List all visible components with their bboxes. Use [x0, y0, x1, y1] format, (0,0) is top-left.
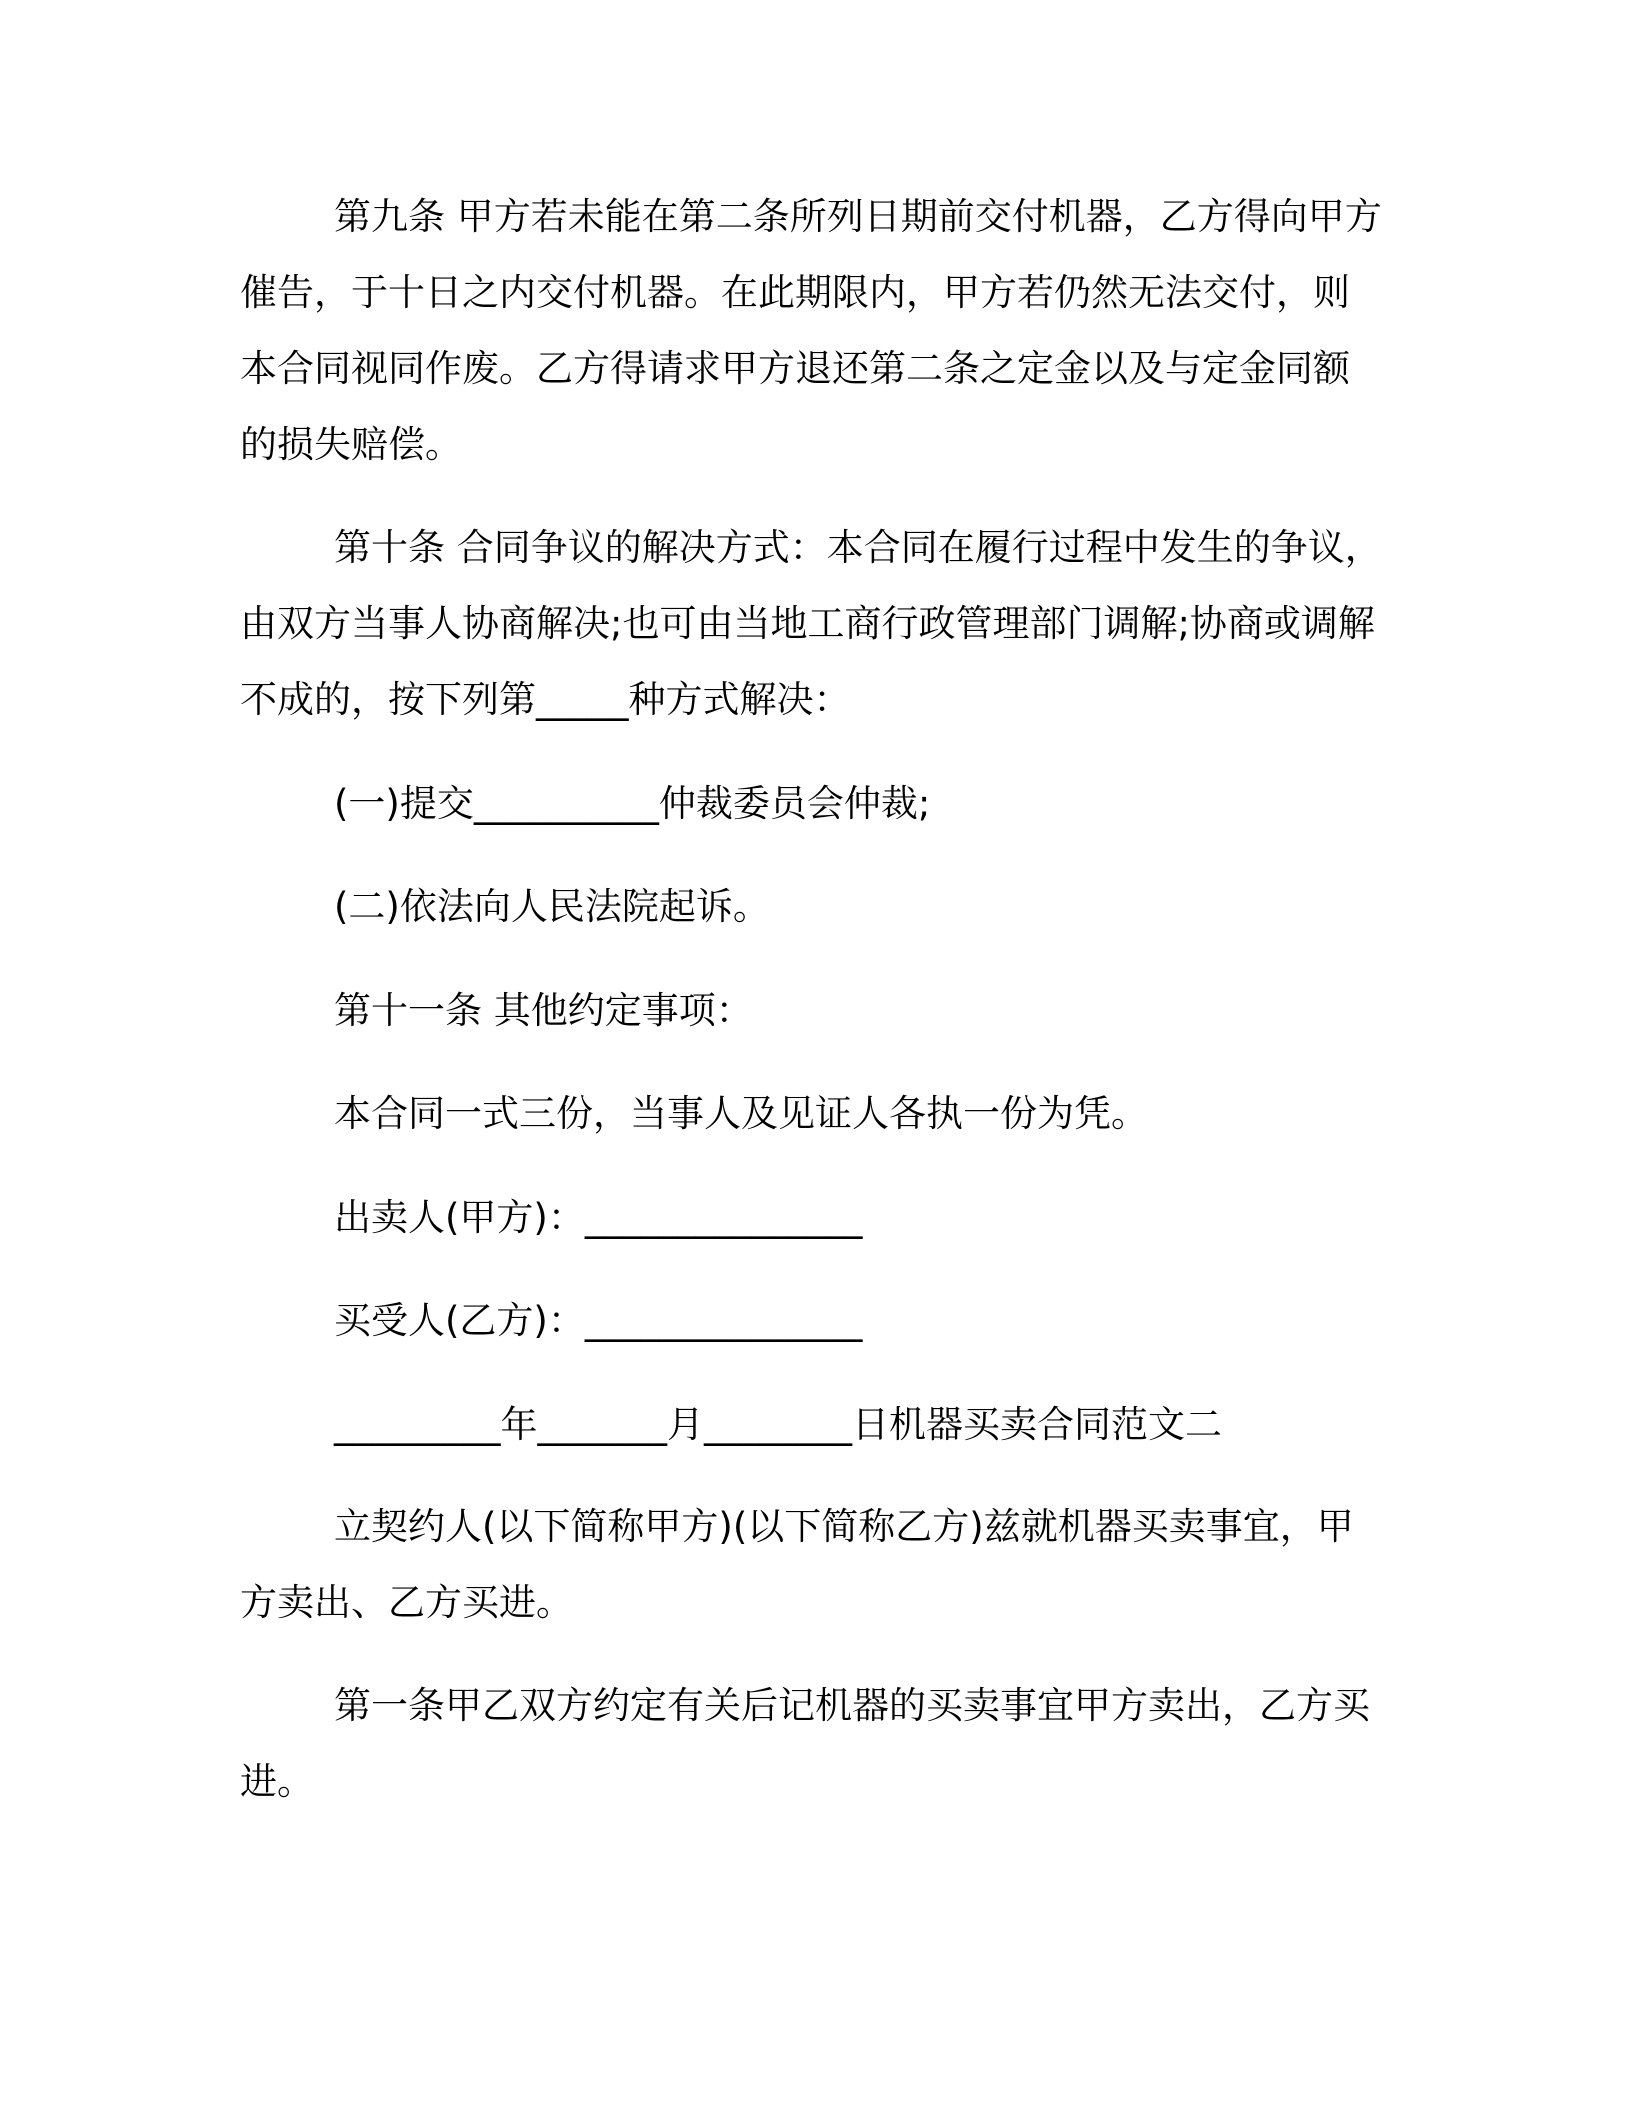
article-10-line-3: 不成的，按下列第_____种方式解决： [240, 678, 851, 721]
article-1-line-1: 第一条甲乙双方约定有关后记机器的买卖事宜甲方卖出，乙方买 [334, 1684, 1370, 1727]
buyer-signature-line: 买受人(乙方)：_______________ [334, 1299, 863, 1342]
arbitration-option: (一)提交__________仲裁委员会仲裁; [334, 782, 931, 825]
parties-clause-line-1: 立契约人(以下简称甲方)(以下简称乙方)兹就机器买卖事宜，甲 [334, 1505, 1354, 1548]
article-10-line-2: 由双方当事人协商解决;也可由当地工商行政管理部门调解;协商或调解 [240, 602, 1375, 645]
article-9-line-4: 的损失赔偿。 [240, 423, 462, 466]
article-9-line-3: 本合同视同作废。乙方得请求甲方退还第二条之定金以及与定金同额 [240, 347, 1350, 390]
article-11-heading: 第十一条 其他约定事项： [334, 989, 753, 1032]
article-10-line-1: 第十条 合同争议的解决方式：本合同在履行过程中发生的争议， [334, 526, 1382, 569]
court-option: (二)依法向人民法院起诉。 [334, 885, 770, 928]
seller-signature-line: 出卖人(甲方)：_______________ [334, 1196, 863, 1239]
article-9-line-2: 催告，于十日之内交付机器。在此期限内，甲方若仍然无法交付，则 [240, 271, 1350, 314]
copies-clause: 本合同一式三份，当事人及见证人各执一份为凭。 [334, 1092, 1148, 1135]
article-1-line-2: 进。 [240, 1760, 314, 1803]
date-and-sample-title: _________年_______月________日机器买卖合同范文二 [334, 1403, 1222, 1446]
article-9-line-1: 第九条 甲方若未能在第二条所列日期前交付机器，乙方得向甲方 [334, 195, 1382, 238]
parties-clause-line-2: 方卖出、乙方买进。 [240, 1581, 573, 1624]
